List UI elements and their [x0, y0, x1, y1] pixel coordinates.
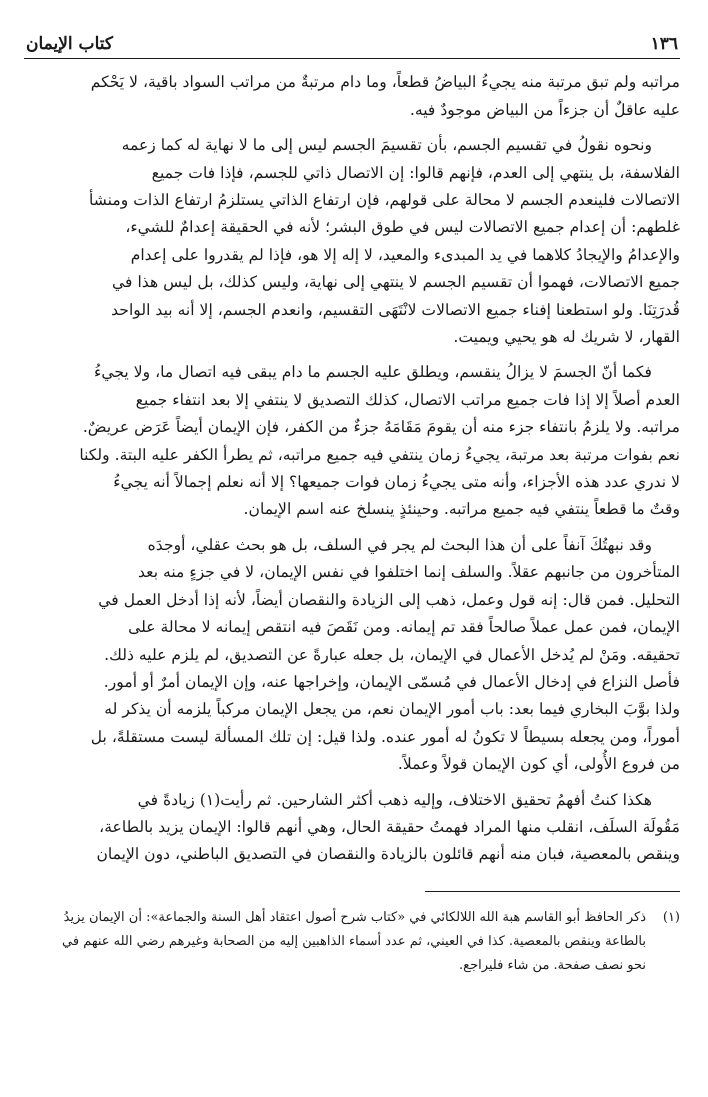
- paragraph: وقد نبهتُكَ آنفاً على أن هذا البحث لم يجر في السلف، بل هو بحث عقلي، أوجدَه المتأخرون من جانبهم عقلاً. والسلف إنما اختلفوا في نفس الإيمان، لا في جزءٍ منه بعد التحليل. فمن قال: إنه قول وعمل، ذهب إلى الزيادة والنقصان أيضاً، لأنه إذا أدخل العمل في الإيمان، فمن عمل عملاً صالحاً فقد تم إيمانه. ومن نَقَصَ فيه انتقص إيمانه لا محالة على تحقيقه. ومَنْ لم يُدخل الأعمال في الإيمان، بل جعله عبارةً عن التصديق، لم يلزم عليه ذلك. فأصل النزاع في إدخال الأعمال في مُسمّى الإيمان، وإخراجها عنه، وإن الإيمان أمرٌ أو أمور. ولذا بوَّبَ البخاري فيما بعد: باب أمور الإيمان نعم، من يجعل الإيمان مركباً يلزمه أن يذكر له أموراً، ومن يجعله بسيطاً لا تكونُ له أمور عنده. ولذا قيل: إن تلك المسألة ليست مستقلةً، بل من فروع الأُولى، أي كون الإيمان قولاً وعملاً.: [90, 535, 680, 774]
- footnote-text: ذكر الحافظ أبو القاسم هبة الله اللالكائي في «كتاب شرح أصول اعتقاد أهل السنة والجماعة»: أن الإيمان يزيدُ بالطاعة وينقص بالمعصية. كذا في العيني، ثم عدد أسماء الذاهبين إليه من الصحابة وغيرهم رضي الله عنهم في نحو نصف صفحة. من شاء فليراجع.: [62, 909, 646, 973]
- page-number: ١٣٦: [650, 34, 678, 54]
- paragraph: ونحوه نقولُ في تقسيم الجسم، بأن تقسيمَ الجسم ليس إلى ما لا نهاية له كما زعمه الفلاسفة، بل ينتهي إلى العدم، فإنهم قالوا: إن الاتصال ذاتي للجسم، فإذا فات جميع الاتصالات فلينعدم الجسم لا محالة على قولهم، فإن ارتفاع الذاتي يستلزمُ ارتفاع الذات ومنشأ غلطهم: أن إعدام جميع الاتصالات ليس في طوق البشر؛ لأنه في الحقيقة إعدامٌ للشيء، والإعدامُ والإيجادُ كلاهما في يد المبدىء والمعيد، لا إله إلا هو، فإذا لم يقدروا على إعدام جميع الاتصالات، فهموا أن تقسيم الجسم لا ينتهي إلى نهاية، وليس كذلك، بل ليس هذا في قُدرَتِنَا. ولو استطعنا إفناء جميع الاتصالات لانْتَهَى التقسيم، وانعدم الجسم، إلا أنه بيد الواحد القهار، لا شريك له هو يحيي ويميت.: [89, 136, 680, 347]
- book-title: كتاب الإيمان: [26, 34, 113, 54]
- footnote: [24, 906, 680, 978]
- footnote-divider: [425, 891, 680, 892]
- running-head: [24, 34, 680, 59]
- paragraph: فكما أنّ الجسمَ لا يزالُ ينقسم، ويطلق عليه الجسم ما دام يبقى فيه اتصال ما، ولا يجيءُ العدم أصلاً إلا إذا فات جميع مراتب الاتصال، كذلك التصديق لا ينتفي إلا بعد انتفاء جميع مراتبه. ولا يلزمُ بانتفاء جزء منه أن يقومَ مَقَامَهُ جزءٌ من الكفر، فإن الإيمان أيضاً عَرَض عريضٌ. نعم بفوات مرتبة بعد مرتبة، يجيءُ زمان ينتفي فيه جميع مراتبه، ثم يطرأ الكفر عليه البتة. ولكنا لا ندري عدد هذه الأجزاء، وأنه متى يجيءُ زمان فوات جميعها؟ إلا أنه نعلم إجمالاً أنه يجيءُ وقتٌ ما قطعاً ينتفي فيه جميع مراتبه. وحينئذٍ ينسلخ عنه اسم الإيمان.: [79, 363, 680, 519]
- footnote-number: (١): [662, 909, 680, 925]
- footnotes: [24, 906, 680, 978]
- paragraph: مراتبه ولم تبق مرتبة منه يجيءُ البياضُ قطعاً، وما دام مرتبةٌ من مراتب السواد باقية، لا يَحْكم عليه عاقلٌ أن جزءاً من البياض موجودٌ فيه.: [90, 73, 680, 119]
- body-text: [24, 69, 680, 868]
- paragraph: هكذا كنتُ أفهمُ تحقيق الاختلاف، وإليه ذهب أكثر الشارحين. ثم رأيت(١) زيادةً في مَقُولَة السلَف، انقلب منها المراد فهمتُ حقيقة الحال، وهي أنهم قالوا: الإيمان يزيد بالطاعة، وينقص بالمعصية، فبان منه أنهم قائلون بالزيادة والنقصان في التصديق الباطني، دون الإيمان: [96, 790, 680, 864]
